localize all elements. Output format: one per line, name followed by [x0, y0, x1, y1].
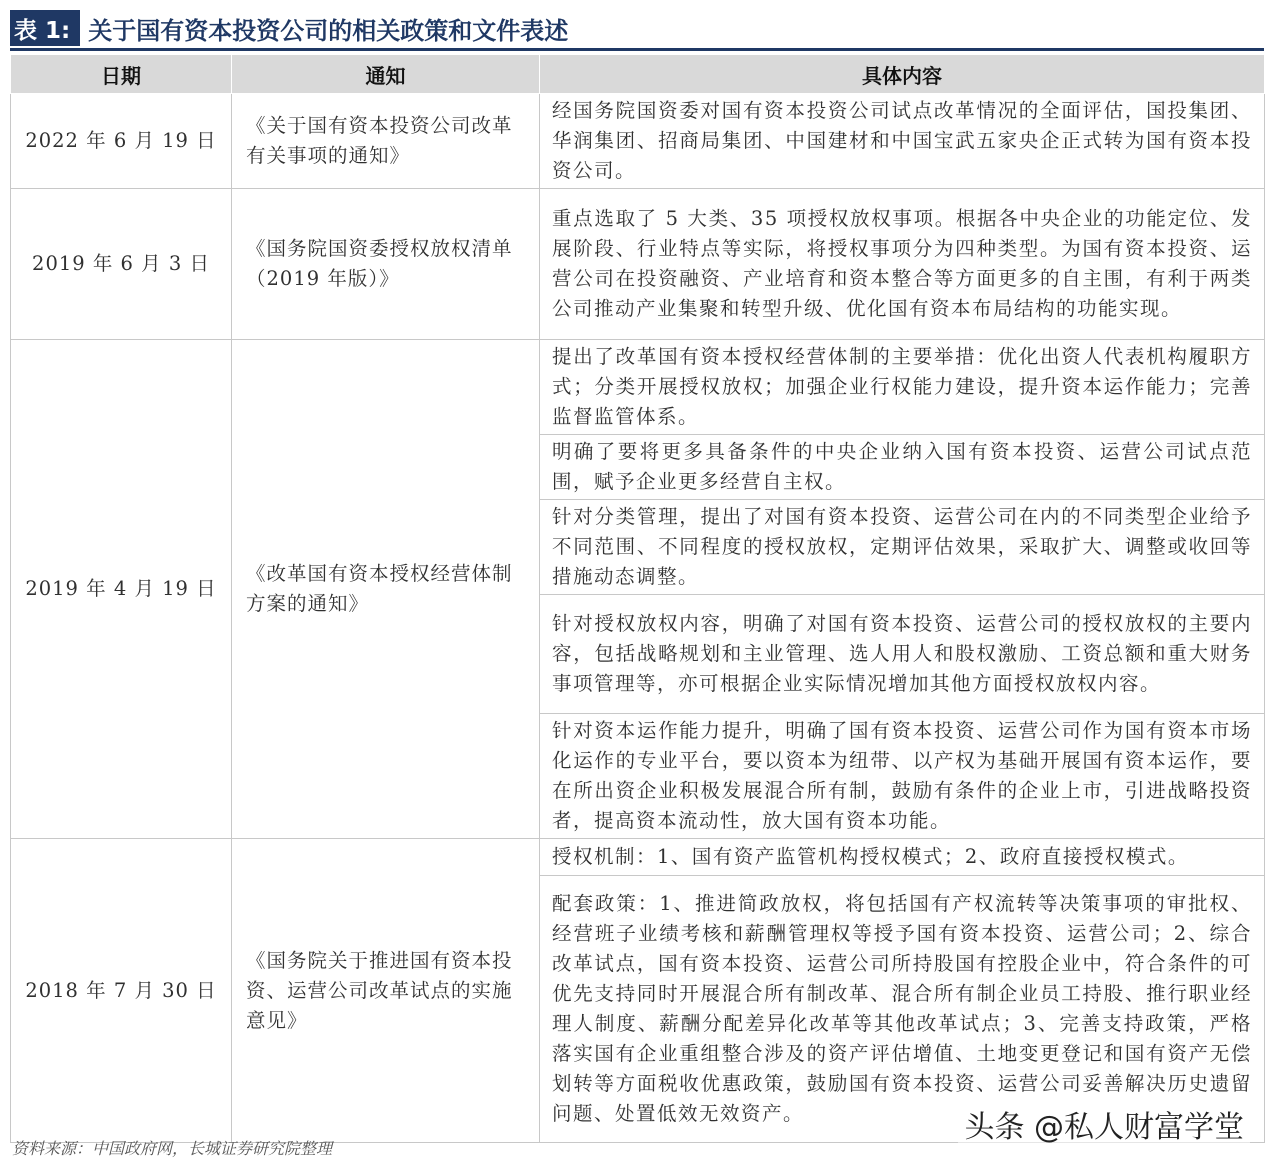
source-note: 资料来源：中国政府网，长城证券研究院整理	[12, 1139, 333, 1158]
row-content: 针对授权放权内容，明确了对国有资本投资、运营公司的授权放权的主要内容，包括战略规划和主业管理、选人用人和股权激励、工资总额和重大财务事项管理等，亦可根据企业实际情况增加其他方面授权放权内容。	[540, 595, 1265, 714]
row-date: 2019 年 6 月 3 日	[11, 189, 232, 340]
row-date: 2018 年 7 月 30 日	[11, 839, 232, 1143]
header-notice: 通知	[232, 55, 540, 94]
table-row	[11, 839, 1265, 876]
row-notice: 《改革国有资本授权经营体制方案的通知》	[232, 340, 540, 839]
table-row	[11, 189, 1265, 340]
header-date: 日期	[11, 55, 232, 94]
row-content: 授权机制：1、国有资产监管机构授权模式；2、政府直接授权模式。	[540, 839, 1265, 876]
table-title: 关于国有资本投资公司的相关政策和文件表述	[88, 16, 569, 45]
row-content: 针对资本运作能力提升，明确了国有资本投资、运营公司作为国有资本市场化运作的专业平台，要以资本为纽带、以产权为基础开展国有资本运作，要在所出资企业积极发展混合所有制，鼓励有条件的企业上市，引进战略投资者，提高资本流动性，放大国有资本功能。	[540, 714, 1265, 839]
table-row	[11, 340, 1265, 435]
row-notice: 《国务院关于推进国有资本投资、运营公司改革试点的实施意见》	[232, 839, 540, 1143]
table-number: 表 1:	[10, 10, 80, 46]
row-notice: 《关于国有资本投资公司改革有关事项的通知》	[232, 94, 540, 189]
table-row	[11, 94, 1265, 189]
row-date: 2019 年 4 月 19 日	[11, 340, 232, 839]
policy-table	[10, 54, 1265, 1143]
row-content: 针对分类管理，提出了对国有资本投资、运营公司在内的不同类型企业给予不同范围、不同程度的授权放权，定期评估效果，采取扩大、调整或收回等措施动态调整。	[540, 500, 1265, 595]
row-content: 明确了要将更多具备条件的中央企业纳入国有资本投资、运营公司试点范围，赋予企业更多经营自主权。	[540, 435, 1265, 500]
table-title-bar	[10, 8, 1264, 51]
row-notice: 《国务院国资委授权放权清单（2019 年版）》	[232, 189, 540, 340]
header-content: 具体内容	[540, 55, 1265, 94]
row-content: 提出了改革国有资本授权经营体制的主要举措：优化出资人代表机构履职方式；分类开展授权放权；加强企业行权能力建设，提升资本运作能力；完善监督监管体系。	[540, 340, 1265, 435]
row-content: 重点选取了 5 大类、35 项授权放权事项。根据各中央企业的功能定位、发展阶段、行业特点等实际，将授权事项分为四种类型。为国有资本投资、运营公司在投资融资、产业培育和资本整合等方面更多的自主围，有利于两类公司推动产业集聚和转型升级、优化国有资本布局结构的功能实现。	[540, 189, 1265, 340]
row-content: 配套政策：1、推进简政放权，将包括国有产权流转等决策事项的审批权、经营班子业绩考核和薪酬管理权等授予国有资本投资、运营公司；2、综合改革试点，国有资本投资、运营公司所持股国有控股企业中，符合条件的可优先支持同时开展混合所有制改革、混合所有制企业员工持股、推行职业经理人制度、薪酬分配差异化改革等其他改革试点；3、完善支持政策，严格落实国有企业重组整合涉及的资产评估增值、土地变更登记和国有资产无偿划转等方面税收优惠政策，鼓励国有资本投资、运营公司妥善解决历史遗留问题、处置低效无效资产。	[540, 876, 1265, 1143]
watermark: 头条 @私人财富学堂	[958, 1100, 1250, 1148]
header-row	[11, 55, 1265, 94]
row-date: 2022 年 6 月 19 日	[11, 94, 232, 189]
row-content: 经国务院国资委对国有资本投资公司试点改革情况的全面评估，国投集团、华润集团、招商局集团、中国建材和中国宝武五家央企正式转为国有资本投资公司。	[540, 94, 1265, 189]
